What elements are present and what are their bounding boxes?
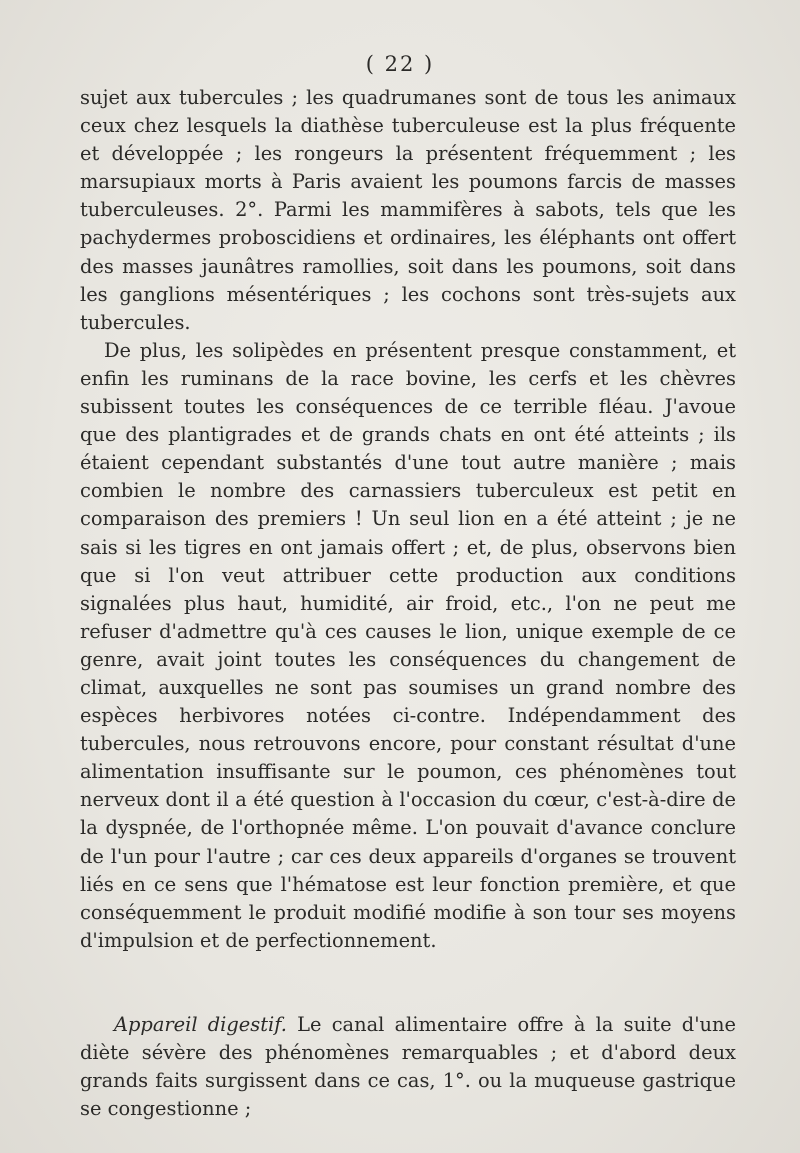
- paragraph-1: sujet aux tubercules ; les quadrumanes sont de tous les animaux ceux chez lesquels la diathèse tuberculeuse est la plus fréquente et développée ; les rongeurs la présentent fréquemment ; les marsupiaux morts à Paris avaient les poumons farcis de masses tuberculeuses. 2°. Parmi les mammifères à sabots, tels que les pachydermes proboscidiens et ordinaires, les éléphants ont offert des masses jaunâtres ramollies, soit dans les poumons, soit dans les ganglions mésentériques ; les cochons sont très-sujets aux tubercules.: [80, 86, 736, 334]
- paragraph-3: [80, 1011, 736, 1123]
- body-text: [80, 84, 736, 1123]
- paragraph-2: De plus, les solipèdes en présentent presque constamment, et enfin les ruminans de la race bovine, les cerfs et les chèvres subissent toutes les conséquences de ce terrible fléau. J'avoue que des plantigrades et de grands chats en ont été atteints ; ils étaient cependant substantés d'une tout autre manière ; mais combien le nombre des carnassiers tuberculeux est petit en comparaison des premiers ! Un seul lion en a été atteint ; je ne sais si les tigres en ont jamais offert ; et, de plus, observons bien que si l'on veut attribuer cette production aux conditions signalées plus haut, humidité, air froid, etc., l'on ne peut me refuser d'admettre qu'à ces causes le lion, unique exemple de ce genre, avait joint toutes les conséquences du changement de climat, auxquelles ne sont pas soumises un grand nombre des espèces herbivores notées ci-contre. Indépendamment des tubercules, nous retrouvons encore, pour constant résultat d'une alimentation insuffisante sur le poumon, ces phénomènes tout nerveux dont il a été question à l'occasion du cœur, c'est-à-dire de la dyspnée, de l'orthopnée même. L'on pouvait d'avance conclure de l'un pour l'autre ; car ces deux appareils d'organes se trouvent liés en ce sens que l'hématose est leur fonction première, et que conséquemment le produit modifié modifie à son tour ses moyens d'impulsion et de perfectionnement.: [80, 338, 736, 952]
- section-heading: Appareil digestif.: [114, 1012, 287, 1036]
- page-number: ( 22 ): [365, 52, 435, 76]
- paragraph-3-text: Le canal alimentaire offre à la suite d'une diète sévère des phénomènes remarquables ; et d'abord deux grands faits surgissent dans ce cas, 1°. ou la muqueuse gastrique se congestionne ;: [80, 1012, 736, 1121]
